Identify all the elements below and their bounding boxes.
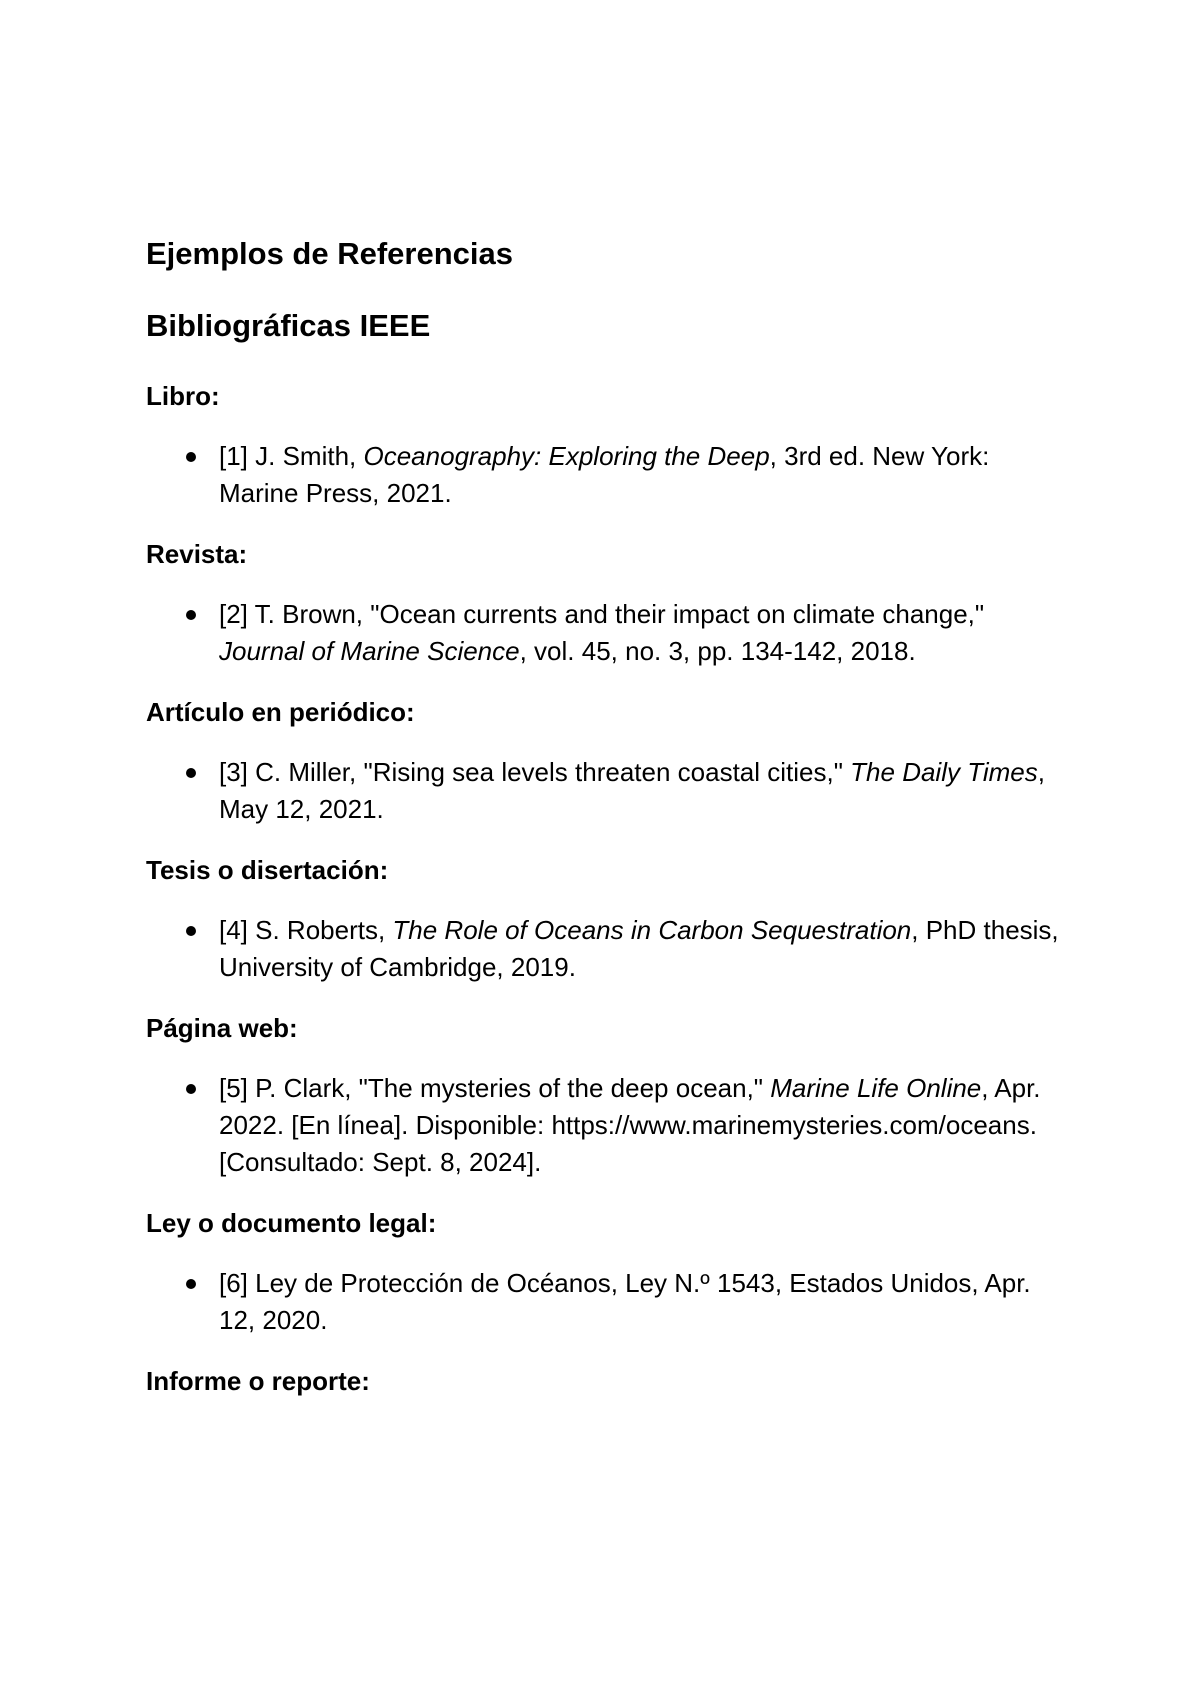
reference-title-italic: The Role of Oceans in Carbon Sequestration (392, 915, 912, 945)
reference-text: [2] T. Brown, "Ocean currents and their impact on climate change," (219, 599, 985, 629)
document-title-line-2: Bibliográficas IEEE (146, 308, 431, 343)
bullet-icon (186, 926, 196, 936)
bullet-icon (186, 768, 196, 778)
list-item (146, 438, 1059, 512)
reference-title-italic: Marine Life Online (770, 1073, 982, 1103)
reference-list (146, 438, 1066, 512)
bullet-icon (186, 610, 196, 620)
reference-list (146, 912, 1066, 986)
reference-text: , Apr. 2022. [En línea]. Disponible: https://www.marinemysteries.com/oceans. [Consultado: Sept. 8, 2024]. (219, 1073, 1041, 1177)
list-item (146, 596, 1059, 670)
reference-title-italic: The Daily Times (850, 757, 1038, 787)
list-item (146, 1265, 1059, 1339)
reference-section (146, 852, 1066, 986)
section-heading: Informe o reporte: (146, 1366, 370, 1396)
reference-text: , 3rd ed. New York: Marine Press, 2021. (219, 441, 990, 508)
reference-text: [3] C. Miller, "Rising sea levels threaten coastal cities," (219, 757, 851, 787)
reference-section (146, 536, 1066, 670)
reference-title-italic: Oceanography: Exploring the Deep (363, 441, 770, 471)
reference-section (146, 378, 1066, 512)
reference-list (146, 596, 1066, 670)
reference-list (146, 1265, 1066, 1339)
reference-text: [6] Ley de Protección de Océanos, Ley N.º 1543, Estados Unidos, Apr. 12, 2020. (219, 1268, 1031, 1335)
document-title: Ejemplos de Referencias (146, 236, 513, 271)
reference-section (146, 1205, 1066, 1339)
reference-section (146, 1363, 1066, 1399)
reference-text: [5] P. Clark, "The mysteries of the deep ocean," (219, 1073, 771, 1103)
reference-list (146, 754, 1066, 828)
list-item (146, 1070, 1059, 1181)
reference-list (146, 1070, 1066, 1181)
reference-text: [1] J. Smith, (219, 441, 364, 471)
list-item (146, 754, 1059, 828)
bullet-icon (186, 1279, 196, 1289)
bullet-icon (186, 452, 196, 462)
reference-text: , May 12, 2021. (219, 757, 1045, 824)
section-heading: Revista: (146, 539, 248, 569)
section-heading: Ley o documento legal: (146, 1208, 437, 1238)
reference-title-italic: Journal of Marine Science (219, 636, 520, 666)
bullet-icon (186, 1084, 196, 1094)
reference-text: , vol. 45, no. 3, pp. 134-142, 2018. (519, 636, 916, 666)
section-heading: Artículo en periódico: (146, 697, 415, 727)
reference-section (146, 1010, 1066, 1181)
section-heading: Libro: (146, 381, 220, 411)
reference-section (146, 694, 1066, 828)
reference-sections (146, 378, 1066, 1399)
reference-text: [4] S. Roberts, (219, 915, 393, 945)
reference-text: , PhD thesis, University of Cambridge, 2019. (219, 915, 1059, 982)
section-heading: Tesis o disertación: (146, 855, 389, 885)
section-heading: Página web: (146, 1013, 298, 1043)
list-item (146, 912, 1059, 986)
